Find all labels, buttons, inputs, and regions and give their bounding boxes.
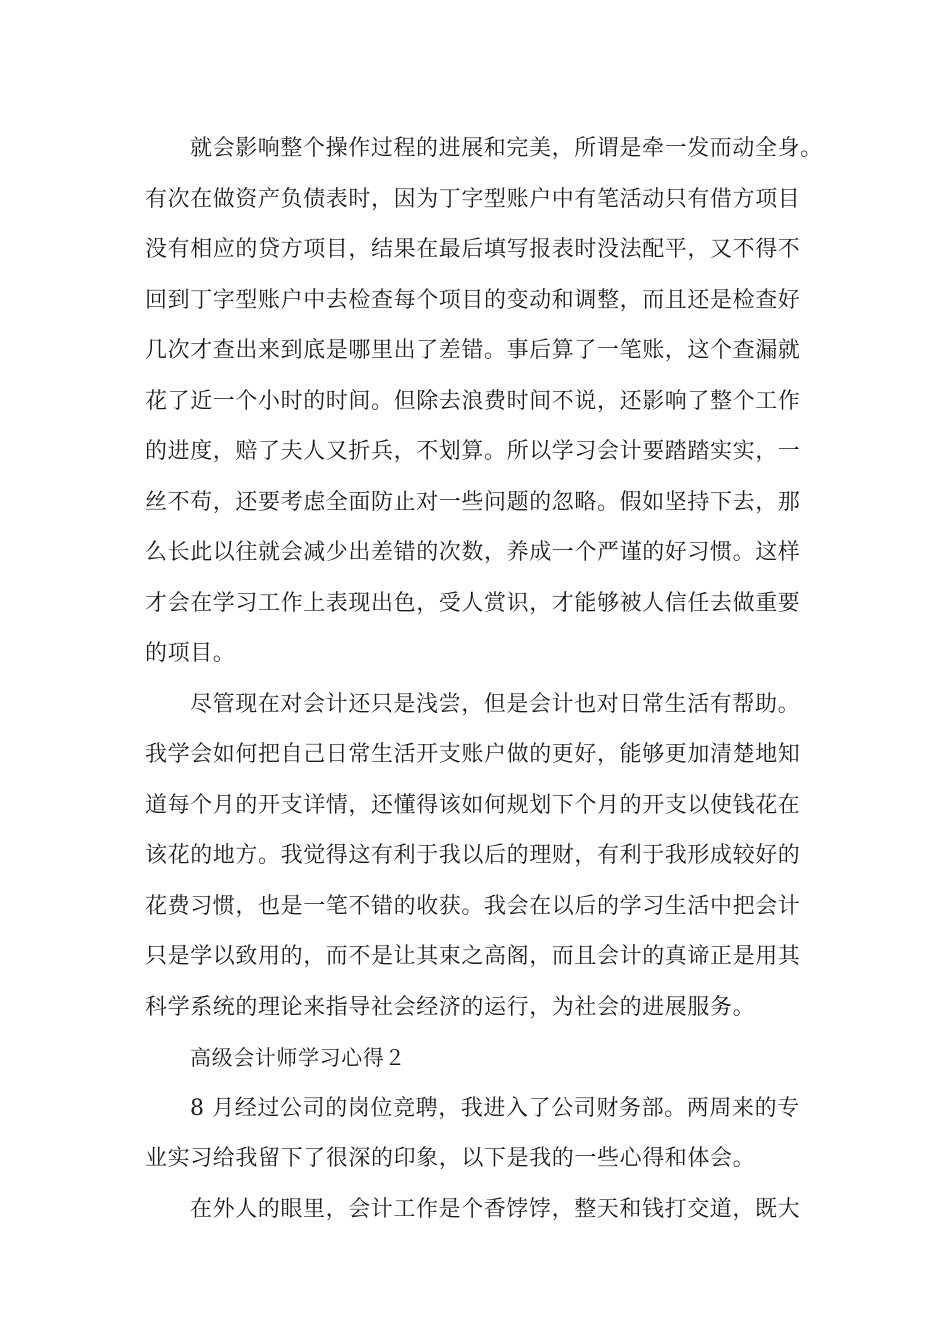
text-line: 在外人的眼里，会计工作是个香饽饽，整天和钱打交道，既大 xyxy=(190,1196,801,1222)
text-line: 才会在学习工作上表现出色，受人赏识，才能够被人信任去做重要 xyxy=(145,590,801,616)
text-line: 有次在做资产负债表时，因为丁字型账户中有笔活动只有借方项目 xyxy=(145,186,801,212)
text-line: 花费习惯，也是一笔不错的收获。我会在以后的学习生活中把会计 xyxy=(145,893,801,919)
text-line: 回到丁字型账户中去检查每个项目的变动和调整，而且还是检查好 xyxy=(145,287,801,313)
text-line: 么长此以往就会减少出差错的次数，养成一个严谨的好习惯。这样 xyxy=(145,540,801,565)
text-line: 尽管现在对会计还只是浅尝，但是会计也对日常生活有帮助。 xyxy=(190,691,801,717)
text-line: 花了近一个小时的时间。但除去浪费时间不说，还影响了整个工作 xyxy=(145,388,801,414)
text-line: 8 月经过公司的岗位竞聘，我进入了公司财务部。两周来的专 xyxy=(190,1095,800,1121)
text-line: 的进度，赔了夫人又折兵，不划算。所以学习会计要踏踏实实，一 xyxy=(145,439,801,464)
document-body xyxy=(145,124,823,1235)
text-line: 只是学以致用的，而不是让其束之高阁，而且会计的真谛正是用其 xyxy=(145,944,801,969)
text-line: 丝不苟，还要考虑全面防止对一些问题的忽略。假如坚持下去，那 xyxy=(145,489,801,515)
section-heading: 高级会计师学习心得２ xyxy=(190,1046,406,1070)
text-line: 几次才查出来到底是哪里出了差错。事后算了一笔账，这个查漏就 xyxy=(145,338,801,363)
text-line: 科学系统的理论来指导社会经济的运行，为社会的进展服务。 xyxy=(145,994,756,1020)
text-line: 道每个月的开支详情，还懂得该如何规划下个月的开支以使钱花在 xyxy=(145,792,801,818)
text-line: 就会影响整个操作过程的进展和完美，所谓是牵一发而动全身。 xyxy=(190,136,823,161)
text-line: 业实习给我留下了很深的印象，以下是我的一些心得和体会。 xyxy=(145,1146,756,1171)
text-line: 没有相应的贷方项目，结果在最后填写报表时没法配平，又不得不 xyxy=(145,237,801,262)
text-line: 我学会如何把自己日常生活开支账户做的更好，能够更加清楚地知 xyxy=(145,742,801,767)
text-line: 该花的地方。我觉得这有利于我以后的理财，有利于我形成较好的 xyxy=(145,843,801,868)
text-line: 的项目。 xyxy=(145,641,236,666)
